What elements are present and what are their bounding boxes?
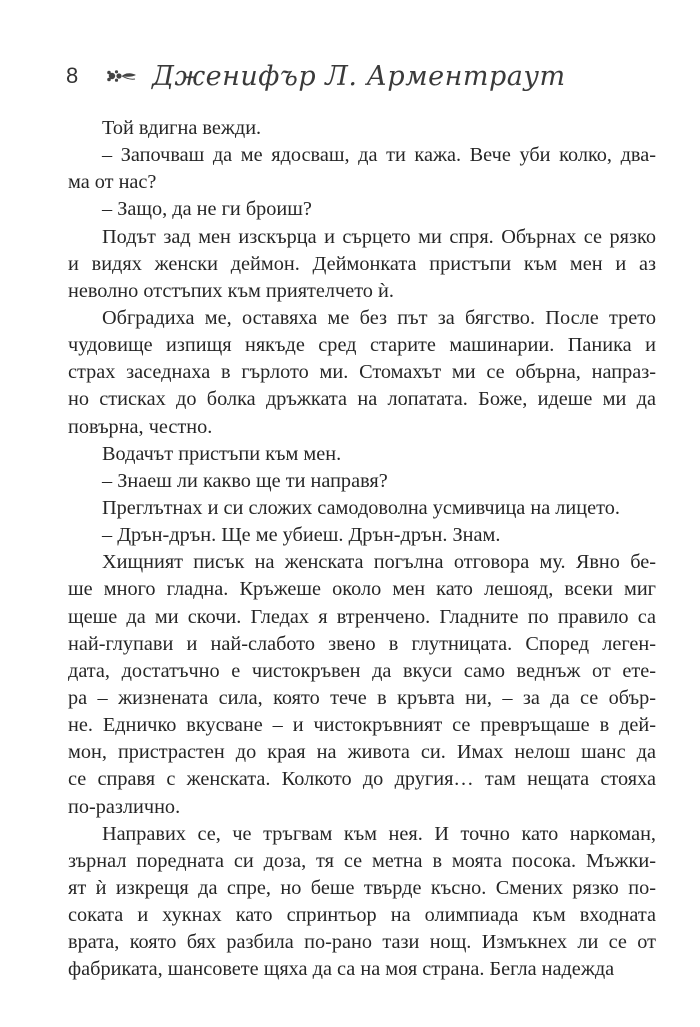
paragraph [68, 495, 656, 522]
text-line: не. Едничко вкусване – и чистокръвният се превръщаше в дей- [68, 714, 656, 737]
text-line: – Знаеш ли какво ще ти направя? [102, 469, 388, 492]
paragraph [68, 549, 656, 820]
text-line: чудовище изпищя някъде сред старите машинарии. Паника и [68, 334, 656, 357]
text-line: зърнал поредната си доза, тя се метна в моята посока. Мъжки- [68, 849, 656, 872]
paragraph [68, 196, 656, 223]
text-line: най-глупави и най-слабото звено в глутницата. Според леген- [68, 632, 656, 655]
text-line: Преглътнах и си сложих самодоволна усмивчица на лицето. [102, 496, 620, 519]
running-head-author: Дженифър Л. Арментраут [152, 60, 566, 92]
text-line: врата, която бях разбила по-рано тази нощ. Измъкнех ли се от [68, 931, 656, 954]
text-line: – Защо, да не ги броиш? [102, 198, 312, 221]
text-line: мон, пристрастен до края на живота си. Имах нелош шанс да [68, 741, 656, 764]
paragraph [68, 468, 656, 495]
text-line: дата, достатъчно е чистокръвен да вкуси само веднъж от ете- [68, 659, 656, 682]
text-line: – Започваш да ме ядосваш, да ти кажа. Вече уби колко, два- [102, 144, 656, 167]
page-number: 8 [66, 63, 79, 88]
paragraph [68, 441, 656, 468]
text-line: соката и хукнах като спринтьор на олимпиада към входната [68, 904, 656, 927]
floral-ornament-icon [106, 67, 140, 85]
text-line: ма от нас? [68, 171, 157, 194]
paragraph [68, 522, 656, 549]
text-line: ят ѝ изкрещя да спре, но беше твърде късно. Смених рязко по- [68, 876, 656, 899]
text-line: Обградиха ме, оставяха ме без път за бягство. После трето [102, 306, 656, 329]
paragraph [68, 305, 656, 441]
page-header [66, 58, 666, 94]
text-line: страх заседнаха в гърлото ми. Стомахът ми се обърна, напраз- [68, 361, 656, 384]
body-text [68, 115, 656, 984]
text-line: повърна, честно. [68, 415, 213, 438]
text-line: – Дрън-дрън. Ще ме убиеш. Дрън-дрън. Знам. [102, 524, 501, 547]
text-line: ра – жизнената сила, която тече в кръвта ни, – за да се обър- [68, 686, 656, 709]
paragraph [68, 142, 656, 196]
text-line: Водачът пристъпи към мен. [102, 442, 342, 465]
text-line: фабриката, шансовете щяха да са на моя страна. Бегла надежда [68, 958, 615, 981]
text-line: Хищният писък на женската погълна отговора му. Явно бе- [102, 551, 656, 574]
text-line: Направих се, че тръгвам към нея. И точно като наркоман, [102, 822, 656, 845]
text-line: ше много гладна. Кръжеше около мен като лешояд, всеки миг [68, 578, 656, 601]
text-line: щеше да ми скочи. Гледах я втренчено. Гладните по правило са [68, 605, 656, 628]
text-line: Подът зад мен изскърца и сърцето ми спря. Обърнах се рязко [102, 225, 656, 248]
paragraph [68, 115, 656, 142]
text-line: Той вдигна вежди. [102, 117, 262, 139]
text-line: по-различно. [68, 795, 181, 818]
text-line: но стисках до болка дръжката на лопатата. Боже, идеше ми да [68, 388, 656, 411]
text-line: неволно отстъпих към приятелчето ѝ. [68, 279, 394, 302]
text-line: се справя с женската. Колкото до другия… там нещата стояха [68, 768, 656, 791]
paragraph [68, 821, 656, 984]
paragraph [68, 224, 656, 305]
text-line: и видях женски деймон. Деймонката пристъпи към мен и аз [68, 252, 656, 275]
